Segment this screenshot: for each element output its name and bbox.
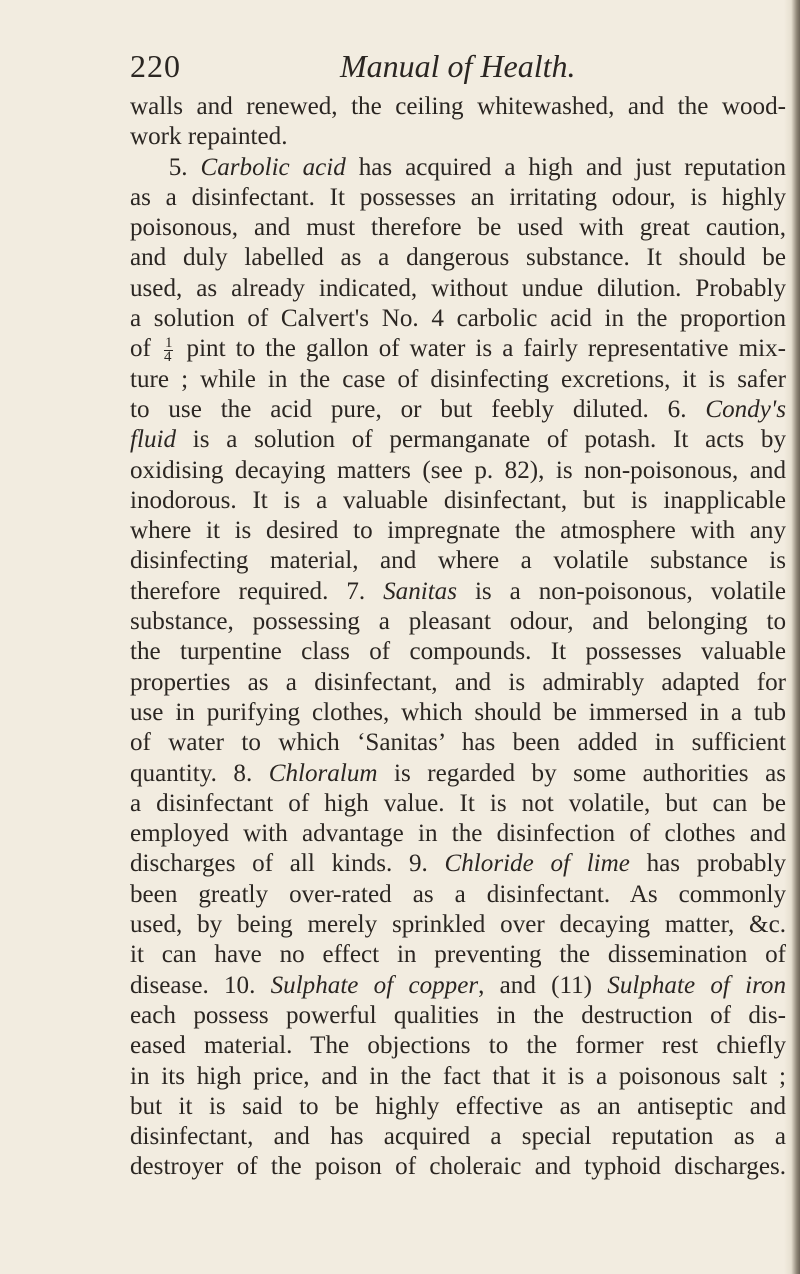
italic-term: Chloride of lime bbox=[444, 850, 630, 878]
text-line: the turpentine class of compounds. It possesses valuable bbox=[130, 638, 786, 666]
italic-term: Carbolic acid bbox=[200, 153, 346, 181]
running-header bbox=[130, 46, 690, 86]
text-line: fluid is a solution of permanganate of potash. It acts by bbox=[130, 426, 786, 454]
fraction bbox=[164, 337, 174, 364]
fraction-numerator: 1 bbox=[164, 335, 173, 352]
page-edge-shadow bbox=[784, 0, 800, 1274]
text-line: properties as a disinfectant, and is admirably adapted for bbox=[130, 668, 786, 696]
text-line: used, by being merely sprinkled over decaying matter, &c. bbox=[130, 911, 786, 939]
text-line: destroyer of the poison of choleraic and typhoid discharges. bbox=[130, 1153, 786, 1181]
body-text bbox=[130, 92, 786, 1183]
text-line: inodorous. It is a valuable disinfectant, but is inapplicable bbox=[130, 486, 786, 514]
text-line: employed with advantage in the disinfection of clothes and bbox=[130, 820, 786, 848]
text-line: but it is said to be highly effective as an antiseptic and bbox=[130, 1092, 786, 1120]
text-line: substance, possessing a pleasant odour, and belonging to bbox=[130, 608, 786, 636]
text-line: disinfecting material, and where a volatile substance is bbox=[130, 547, 786, 575]
text-line: disease. 10. Sulphate of copper, and (11) Sulphate of iron bbox=[130, 971, 786, 999]
text-line: ture ; while in the case of disinfecting excretions, it is safer bbox=[130, 365, 786, 393]
italic-term: fluid bbox=[130, 426, 177, 454]
text-line: 5. Carbolic acid has acquired a high and just reputation bbox=[130, 153, 786, 181]
text-line: to use the acid pure, or but feebly diluted. 6. Condy's bbox=[130, 395, 786, 423]
text-line: oxidising decaying matters (see p. 82), is non-poisonous, and bbox=[130, 456, 786, 484]
text-line: eased material. The objections to the former rest chiefly bbox=[130, 1032, 786, 1060]
page-number: 220 bbox=[130, 48, 181, 84]
text-line: a solution of Calvert's No. 4 carbolic acid in the proportion bbox=[130, 305, 786, 333]
text-line: work repainted. bbox=[130, 123, 288, 151]
text-line: been greatly over-rated as a disinfectant. As commonly bbox=[130, 880, 786, 908]
text-line: a disinfectant of high value. It is not volatile, but can be bbox=[130, 789, 786, 817]
text-line: and duly labelled as a dangerous substance. It should be bbox=[130, 244, 786, 272]
italic-term: Sanitas bbox=[383, 577, 457, 605]
italic-term: Sulphate of copper bbox=[270, 971, 479, 999]
italic-term: Sulphate of iron bbox=[607, 971, 786, 999]
running-title: Manual of Health. bbox=[340, 48, 576, 84]
text-line: in its high price, and in the fact that it is a poisonous salt ; bbox=[130, 1062, 786, 1090]
text-line: of $\frac{1}{4}$ pint to the gallon of water is a fairly representative mix- bbox=[130, 335, 786, 366]
text-line: of water to which ‘Sanitas’ has been added in sufficient bbox=[130, 729, 786, 757]
text-line: disinfectant, and has acquired a special reputation as a bbox=[130, 1123, 786, 1151]
text-line: where it is desired to impregnate the atmosphere with any bbox=[130, 517, 786, 545]
text-line: poisonous, and must therefore be used with great caution, bbox=[130, 214, 786, 242]
text-line: walls and renewed, the ceiling whitewashed, and the wood- bbox=[130, 93, 786, 120]
text-line: used, as already indicated, without undue dilution. Probably bbox=[130, 274, 786, 302]
text-line: it can have no effect in preventing the dissemination of bbox=[130, 941, 786, 969]
text-line: as a disinfectant. It possesses an irritating odour, is highly bbox=[130, 183, 786, 211]
text-line: each possess powerful qualities in the destruction of dis- bbox=[130, 1001, 786, 1029]
text-line: quantity. 8. Chloralum is regarded by some authorities as bbox=[130, 759, 786, 787]
italic-term: Chloralum bbox=[268, 759, 378, 787]
text-line: therefore required. 7. Sanitas is a non-poisonous, volatile bbox=[130, 577, 786, 605]
italic-term: Condy's bbox=[705, 395, 786, 423]
text-line: discharges of all kinds. 9. Chloride of lime has probably bbox=[130, 850, 786, 878]
fraction-denominator: 4 bbox=[163, 349, 172, 366]
text-line: use in purifying clothes, which should be immersed in a tub bbox=[130, 698, 786, 726]
